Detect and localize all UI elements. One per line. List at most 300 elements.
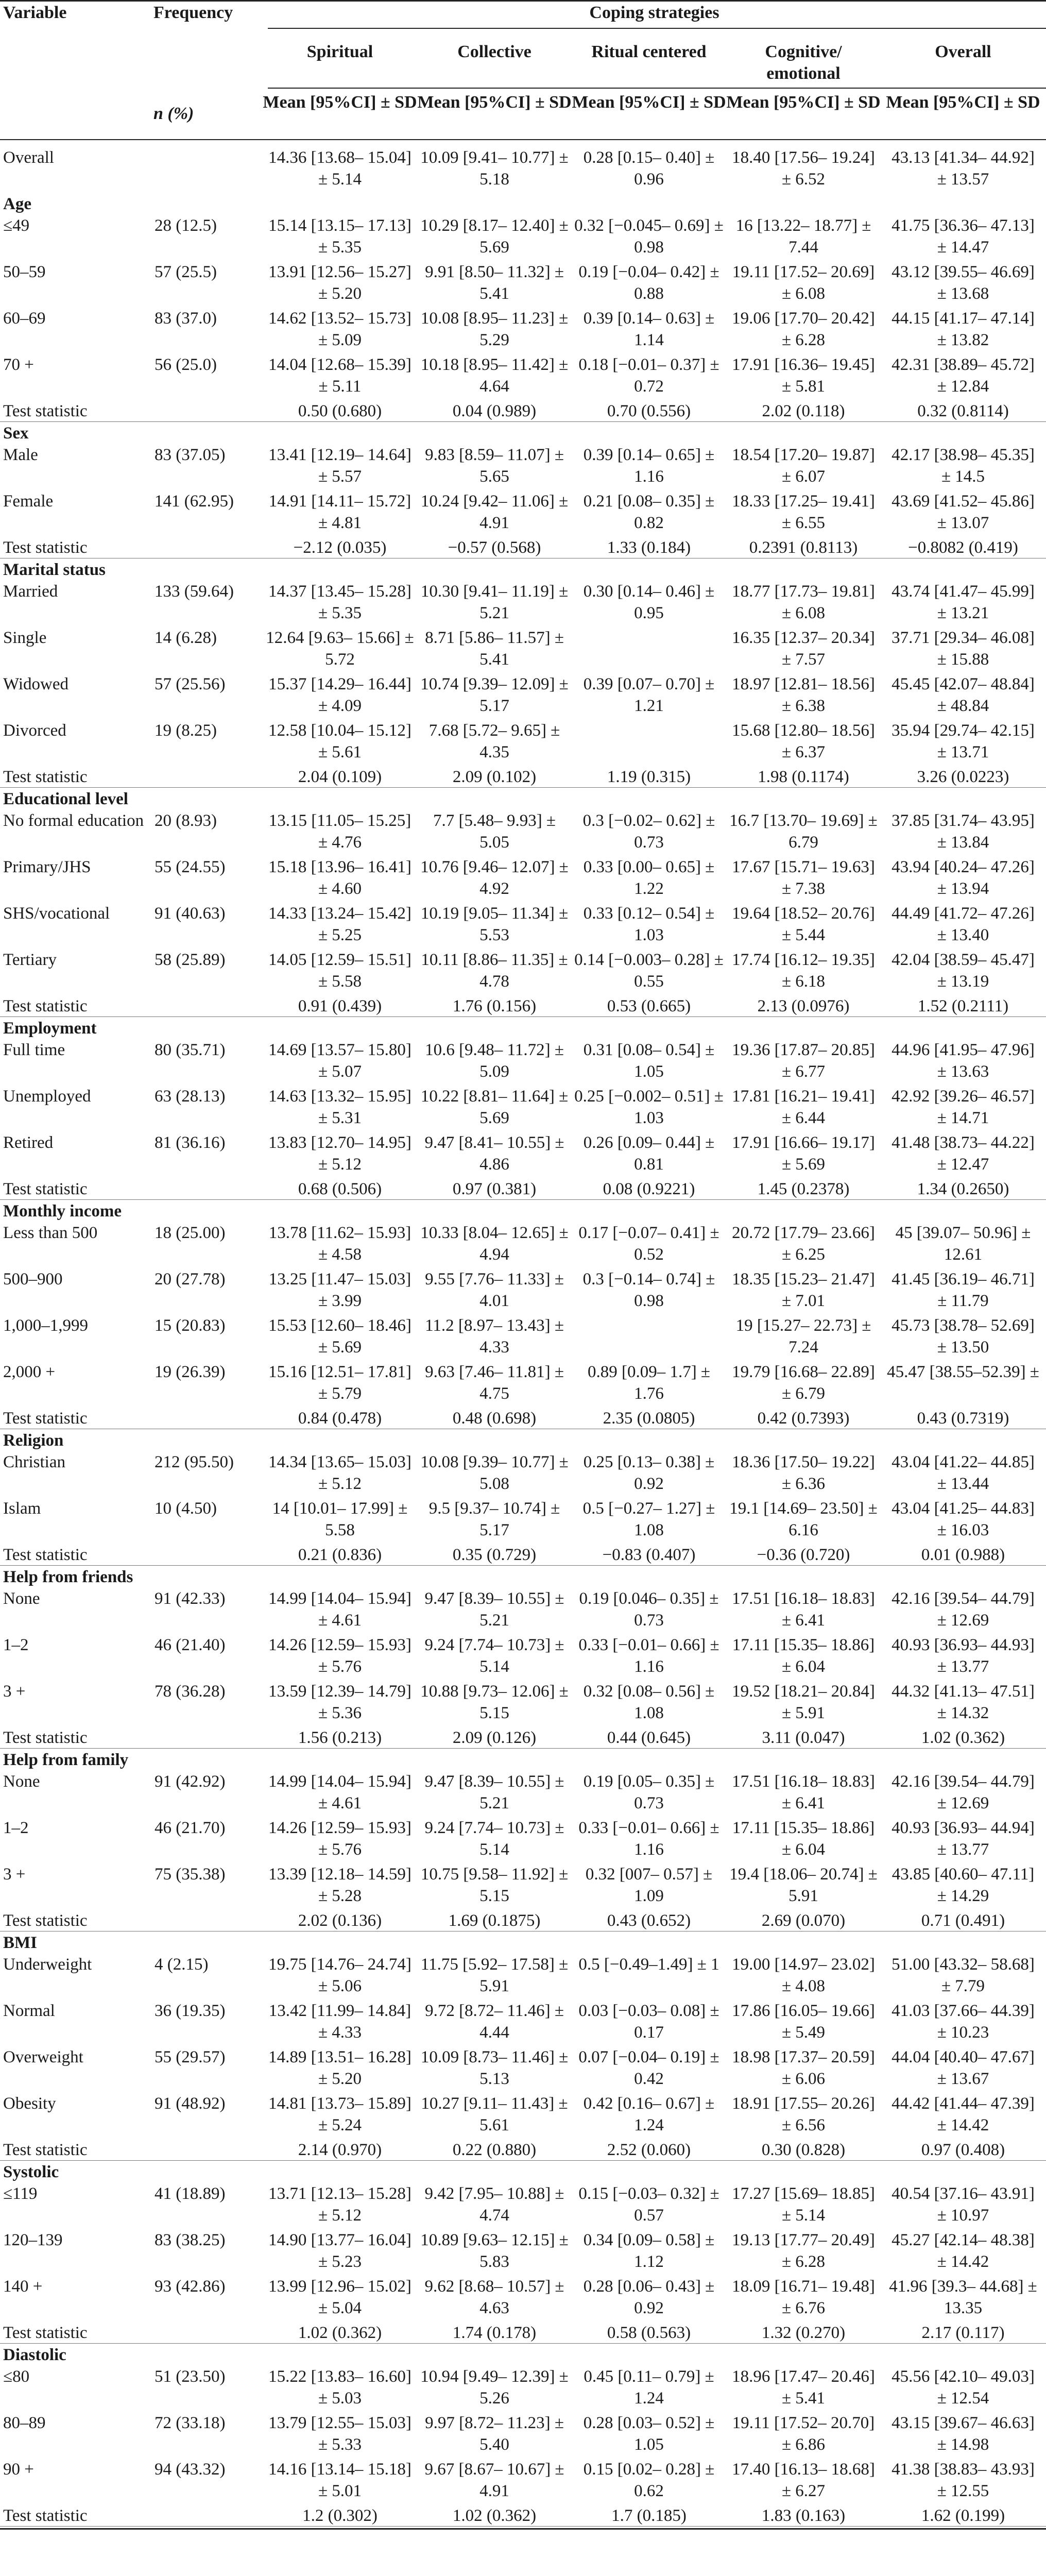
row-label: ≤119 bbox=[3, 2184, 38, 2203]
frequency-cell bbox=[155, 147, 258, 193]
value-cell: 0.39 [0.14– 0.63] ± 1.14 bbox=[583, 309, 715, 349]
row-label: ≤49 bbox=[3, 216, 30, 235]
value-cell: 14.16 [13.14– 15.18] ± 5.01 bbox=[268, 2460, 411, 2500]
row-label: 2,000 + bbox=[3, 1363, 56, 1381]
header-mean-label: Mean [95%CI] ± SD bbox=[572, 93, 726, 112]
value-cell: 3.11 (0.047) bbox=[762, 1728, 845, 1747]
value-cell: 13.83 [12.70– 14.95] ± 5.12 bbox=[268, 1133, 411, 1174]
value-cell: 44.49 [41.72– 47.26] ± 13.40 bbox=[891, 904, 1035, 944]
table-row bbox=[0, 1361, 1046, 1408]
value-cell: 15.68 [12.80– 18.56] ± 6.37 bbox=[732, 721, 875, 761]
section-row bbox=[0, 1018, 1046, 1039]
frequency-cell: 14 (6.28) bbox=[155, 629, 217, 647]
table-row bbox=[0, 261, 1046, 308]
header-col-overall: Overall bbox=[935, 42, 991, 61]
value-cell: 14.81 [13.73– 15.89] ± 5.24 bbox=[268, 2094, 411, 2134]
value-cell bbox=[572, 1315, 726, 1361]
row-label: Full time bbox=[3, 1041, 65, 1059]
table-row bbox=[0, 1039, 1046, 1086]
value-cell: −2.12 (0.035) bbox=[293, 538, 387, 557]
value-cell: 7.68 [5.72– 9.65] ± 4.35 bbox=[428, 721, 560, 761]
value-cell: 9.47 [8.39– 10.55] ± 5.21 bbox=[424, 1589, 564, 1630]
row-label: Islam bbox=[3, 1499, 41, 1518]
table-row bbox=[0, 1863, 1046, 1910]
frequency-cell: 55 (29.57) bbox=[155, 2048, 226, 2066]
value-cell: 10.76 [9.46– 12.07] ± 4.92 bbox=[420, 858, 569, 898]
group-divider bbox=[0, 2343, 1046, 2344]
value-cell: −0.36 (0.720) bbox=[757, 1546, 850, 1564]
section-row bbox=[0, 2161, 1046, 2183]
value-cell: 43.94 [40.24– 47.26] ± 13.94 bbox=[891, 858, 1035, 898]
value-cell: 14 [10.01– 17.99] ± 5.58 bbox=[272, 1499, 408, 1539]
table-row bbox=[0, 2093, 1046, 2139]
value-cell: 7.7 [5.48– 9.93] ± 5.05 bbox=[433, 811, 556, 852]
value-cell: 1.33 (0.184) bbox=[607, 538, 691, 557]
value-cell: 9.47 [8.41– 10.55] ± 4.86 bbox=[424, 1133, 564, 1174]
section-label: Educational level bbox=[3, 790, 128, 808]
value-cell: 19.64 [18.52– 20.76] ± 5.44 bbox=[732, 904, 875, 944]
value-cell: 17.91 [16.36– 19.45] ± 5.81 bbox=[732, 355, 875, 396]
frequency-cell: 46 (21.40) bbox=[155, 1636, 226, 1654]
row-label: 3 + bbox=[3, 1682, 26, 1701]
table-row bbox=[0, 444, 1046, 490]
value-cell: 0.35 (0.729) bbox=[452, 1546, 537, 1564]
value-cell: 17.40 [16.13– 18.68] ± 6.27 bbox=[732, 2460, 875, 2500]
table-row bbox=[0, 810, 1046, 856]
section-row bbox=[0, 1566, 1046, 1588]
section-label: Monthly income bbox=[3, 1202, 122, 1221]
value-cell: 2.13 (0.0976) bbox=[757, 997, 850, 1015]
frequency-cell: 91 (42.33) bbox=[155, 1589, 226, 1608]
table-row bbox=[0, 903, 1046, 949]
value-cell: 14.36 [13.68– 15.04] ± 5.14 bbox=[268, 148, 411, 189]
value-cell: 0.42 [0.16– 0.67] ± 1.24 bbox=[583, 2094, 715, 2134]
section-label: Systolic bbox=[3, 2163, 59, 2181]
table-row bbox=[0, 1222, 1046, 1268]
frequency-cell: 46 (21.70) bbox=[155, 1819, 226, 1837]
row-label: 140 + bbox=[3, 2277, 43, 2296]
section-row bbox=[0, 1200, 1046, 1222]
value-cell: 45.47 [38.55–52.39] ± bbox=[887, 1363, 1039, 1381]
value-cell: 2.02 (0.136) bbox=[298, 1911, 382, 1930]
value-cell: 14.34 [13.65– 15.03] ± 5.12 bbox=[268, 1453, 411, 1493]
value-cell: 12.58 [10.04– 15.12] ± 5.61 bbox=[268, 721, 411, 761]
test-statistic-row bbox=[0, 1910, 1046, 1930]
row-label: 70 + bbox=[3, 355, 34, 374]
value-cell: 0.14 [−0.003– 0.28] ± 0.55 bbox=[574, 951, 724, 991]
value-cell: 8.71 [5.86– 11.57] ± 5.41 bbox=[425, 629, 564, 669]
row-label: Overweight bbox=[3, 2048, 83, 2066]
section-label: Religion bbox=[3, 1431, 64, 1450]
value-cell: 9.5 [9.37– 10.74] ± 5.17 bbox=[428, 1499, 560, 1539]
value-cell bbox=[572, 627, 726, 673]
value-cell: 0.31 [0.08– 0.54] ± 1.05 bbox=[583, 1041, 715, 1081]
group-divider bbox=[0, 1565, 1046, 1566]
table-row bbox=[0, 2412, 1046, 2459]
table-row bbox=[0, 1132, 1046, 1178]
frequency-cell: 20 (27.78) bbox=[155, 1270, 226, 1289]
value-cell: 11.75 [5.92– 17.58] ± 5.91 bbox=[420, 1955, 569, 1995]
value-cell: 0.97 (0.381) bbox=[452, 1180, 537, 1198]
frequency-cell: 10 (4.50) bbox=[155, 1499, 217, 1518]
table-row bbox=[0, 2046, 1046, 2093]
value-cell: 0.43 (0.652) bbox=[607, 1911, 691, 1930]
test-statistic-row bbox=[0, 995, 1046, 1016]
value-cell: 0.32 [007– 0.57] ± 1.09 bbox=[585, 1865, 713, 1905]
value-cell: 14.99 [14.04– 15.94] ± 4.61 bbox=[268, 1772, 411, 1812]
value-cell: 18.96 [17.47– 20.46] ± 5.41 bbox=[732, 2367, 875, 2408]
value-cell: 13.15 [11.05– 15.25] ± 4.76 bbox=[268, 811, 411, 852]
value-cell: 19.36 [17.87– 20.85] ± 6.77 bbox=[732, 1041, 875, 1081]
row-label: Underweight bbox=[3, 1955, 92, 1974]
table-row bbox=[0, 1634, 1046, 1681]
row-label: 80–89 bbox=[3, 2414, 46, 2432]
row-label: Test statistic bbox=[3, 2324, 88, 2342]
value-cell: 0.28 [0.06– 0.43] ± 0.92 bbox=[583, 2277, 715, 2317]
coping-rule bbox=[268, 28, 1046, 29]
frequency-cell: 63 (28.13) bbox=[155, 1087, 226, 1106]
value-cell: 0.28 [0.15– 0.40] ± 0.96 bbox=[583, 148, 715, 189]
group-divider bbox=[0, 2160, 1046, 2161]
value-cell: 1.19 (0.315) bbox=[607, 768, 691, 786]
value-cell: 10.6 [9.48– 11.72] ± 5.09 bbox=[425, 1041, 564, 1081]
table-row bbox=[0, 2183, 1046, 2229]
value-cell: 0.08 (0.9221) bbox=[603, 1180, 695, 1198]
value-cell: 2.52 (0.060) bbox=[607, 2141, 691, 2159]
row-label: 1–2 bbox=[3, 1819, 29, 1837]
header-col-collective: Collective bbox=[457, 42, 531, 61]
row-label: None bbox=[3, 1589, 40, 1608]
value-cell: 14.26 [12.59– 15.93] ± 5.76 bbox=[268, 1819, 411, 1859]
value-cell: 14.69 [13.57– 15.80] ± 5.07 bbox=[268, 1041, 411, 1081]
value-cell: 43.74 [41.47– 45.99] ± 13.21 bbox=[891, 582, 1035, 622]
value-cell: 0.3 [−0.14– 0.74] ± 0.98 bbox=[582, 1270, 715, 1310]
value-cell: 10.22 [8.81– 11.64] ± 5.69 bbox=[420, 1087, 569, 1127]
test-statistic-row bbox=[0, 1408, 1046, 1428]
frequency-cell: 91 (42.92) bbox=[155, 1772, 226, 1791]
value-cell: 41.96 [39.3– 44.68] ± 13.35 bbox=[889, 2277, 1037, 2317]
section-row bbox=[0, 559, 1046, 581]
value-cell: 35.94 [29.74– 42.15] ± 13.71 bbox=[891, 721, 1035, 761]
value-cell: 9.63 [7.46– 11.81] ± 4.75 bbox=[425, 1363, 564, 1403]
row-label: No formal education bbox=[3, 811, 144, 830]
value-cell: 42.04 [38.59– 45.47] ± 13.19 bbox=[891, 951, 1035, 991]
value-cell: 13.71 [12.13– 15.28] ± 5.12 bbox=[268, 2184, 411, 2225]
value-cell: 2.09 (0.102) bbox=[452, 768, 537, 786]
frequency-cell: 28 (12.5) bbox=[155, 216, 217, 235]
row-label: Test statistic bbox=[3, 2506, 88, 2525]
value-cell: 0.33 [−0.01– 0.66] ± 1.16 bbox=[578, 1636, 719, 1676]
group-divider bbox=[0, 1016, 1046, 1017]
table-row bbox=[0, 1268, 1046, 1315]
value-cell: 1.52 (0.2111) bbox=[917, 997, 1009, 1015]
value-cell: 41.45 [36.19– 46.71] ± 11.79 bbox=[891, 1270, 1035, 1310]
value-cell: 19.11 [17.52– 20.69] ± 6.08 bbox=[732, 263, 875, 303]
section-row bbox=[0, 1749, 1046, 1771]
header-col-spiritual: Spiritual bbox=[306, 42, 373, 61]
value-cell: 0.18 [−0.01– 0.37] ± 0.72 bbox=[578, 355, 719, 396]
value-cell: 0.97 (0.408) bbox=[921, 2141, 1005, 2159]
value-cell: 0.28 [0.03– 0.52] ± 1.05 bbox=[583, 2414, 715, 2454]
section-row bbox=[0, 193, 1046, 215]
value-cell: 9.47 [8.39– 10.55] ± 5.21 bbox=[424, 1772, 564, 1812]
table-row bbox=[0, 308, 1046, 354]
value-cell: 9.42 [7.95– 10.88] ± 4.74 bbox=[424, 2184, 564, 2225]
header-mean-label: Mean [95%CI] ± SD bbox=[726, 93, 881, 112]
value-cell: 9.91 [8.50– 11.32] ± 5.41 bbox=[425, 263, 564, 303]
section-row bbox=[0, 2344, 1046, 2366]
value-cell: 0.15 [0.02– 0.28] ± 0.62 bbox=[583, 2460, 715, 2500]
value-cell: 0.04 (0.989) bbox=[452, 402, 537, 420]
value-cell: 13.59 [12.39– 14.79] ± 5.36 bbox=[268, 1682, 411, 1722]
frequency-cell: 15 (20.83) bbox=[155, 1316, 226, 1335]
value-cell: 0.03 [−0.03– 0.08] ± 0.17 bbox=[578, 2002, 719, 2042]
value-cell: 1.56 (0.213) bbox=[298, 1728, 382, 1747]
value-cell: 0.19 [0.05– 0.35] ± 0.73 bbox=[583, 1772, 715, 1812]
group-divider bbox=[0, 787, 1046, 788]
value-cell: 2.17 (0.117) bbox=[921, 2324, 1005, 2342]
section-label: Marital status bbox=[3, 561, 106, 579]
value-cell: 2.09 (0.126) bbox=[452, 1728, 537, 1747]
value-cell: 0.91 (0.439) bbox=[298, 997, 382, 1015]
value-cell: 40.54 [37.16– 43.91] ± 10.97 bbox=[891, 2184, 1035, 2225]
value-cell: 0.5 [−0.27– 1.27] ± 1.08 bbox=[582, 1499, 715, 1539]
value-cell: 18.36 [17.50– 19.22] ± 6.36 bbox=[732, 1453, 875, 1493]
value-cell: 10.30 [9.41– 11.19] ± 5.21 bbox=[420, 582, 569, 622]
value-cell: 43.15 [39.67– 46.63] ± 14.98 bbox=[891, 2414, 1035, 2454]
value-cell: 0.68 (0.506) bbox=[298, 1180, 382, 1198]
row-label: Normal bbox=[3, 2002, 55, 2020]
value-cell bbox=[572, 720, 726, 766]
value-cell: 10.29 [8.17– 12.40] ± 5.69 bbox=[420, 216, 569, 257]
frequency-cell: 55 (24.55) bbox=[155, 858, 226, 876]
value-cell: 15.18 [13.96– 16.41] ± 4.60 bbox=[268, 858, 411, 898]
value-cell: 3.26 (0.0223) bbox=[917, 768, 1009, 786]
value-cell: 44.42 [41.44– 47.39] ± 14.42 bbox=[891, 2094, 1035, 2134]
table-row bbox=[0, 1086, 1046, 1132]
value-cell: 0.21 [0.08– 0.35] ± 0.82 bbox=[583, 492, 715, 532]
value-cell: 17.91 [16.66– 19.17] ± 5.69 bbox=[732, 1133, 875, 1174]
group-divider bbox=[0, 2526, 1046, 2527]
value-cell: 10.19 [9.05– 11.34] ± 5.53 bbox=[420, 904, 569, 944]
test-statistic-row bbox=[0, 2505, 1046, 2526]
value-cell: 14.91 [14.11– 15.72] ± 4.81 bbox=[268, 492, 411, 532]
value-cell: 14.90 [13.77– 16.04] ± 5.23 bbox=[268, 2231, 411, 2271]
value-cell: 43.04 [41.25– 44.83] ± 16.03 bbox=[891, 1499, 1035, 1539]
value-cell: 0.21 (0.836) bbox=[298, 1546, 382, 1564]
frequency-cell: 78 (36.28) bbox=[155, 1682, 226, 1701]
value-cell: 44.04 [40.40– 47.67] ± 13.67 bbox=[891, 2048, 1035, 2088]
value-cell: 40.93 [36.93– 44.94] ± 13.77 bbox=[891, 1819, 1035, 1859]
value-cell: 15.22 [13.83– 16.60] ± 5.03 bbox=[268, 2367, 411, 2408]
value-cell: 0.25 [0.13– 0.38] ± 0.92 bbox=[583, 1453, 715, 1493]
value-cell: 0.19 [0.046– 0.35] ± 0.73 bbox=[579, 1589, 719, 1630]
test-statistic-row bbox=[0, 400, 1046, 421]
value-cell: 9.72 [8.72– 11.46] ± 4.44 bbox=[425, 2002, 564, 2042]
value-cell: 13.78 [11.62– 15.93] ± 4.58 bbox=[268, 1224, 411, 1264]
row-label: Tertiary bbox=[3, 951, 57, 969]
table-row bbox=[0, 1498, 1046, 1544]
value-cell: 0.34 [0.09– 0.58] ± 1.12 bbox=[583, 2231, 715, 2271]
value-cell: 19.75 [14.76– 24.74] ± 5.06 bbox=[268, 1955, 411, 1995]
value-cell: −0.57 (0.568) bbox=[448, 538, 541, 557]
value-cell: 41.03 [37.66– 44.39] ± 10.23 bbox=[891, 2002, 1035, 2042]
section-label: Help from family bbox=[3, 1751, 129, 1769]
value-cell: 15.37 [14.29– 16.44] ± 4.09 bbox=[268, 675, 411, 715]
value-cell: 51.00 [43.32– 58.68] ± 7.79 bbox=[891, 1955, 1035, 1995]
row-label: Retired bbox=[3, 1133, 54, 1152]
value-cell: 17.86 [16.05– 19.66] ± 5.49 bbox=[732, 2002, 875, 2042]
value-cell: 19.00 [14.97– 23.02] ± 4.08 bbox=[732, 1955, 875, 1995]
row-label: Divorced bbox=[3, 721, 66, 740]
frequency-cell: 133 (59.64) bbox=[155, 582, 234, 601]
section-label: Diastolic bbox=[3, 2346, 66, 2364]
table-row bbox=[0, 1681, 1046, 1727]
frequency-cell: 94 (43.32) bbox=[155, 2460, 226, 2479]
value-cell: 13.79 [12.55– 15.03] ± 5.33 bbox=[268, 2414, 411, 2454]
value-cell: 9.83 [8.59– 11.07] ± 5.65 bbox=[425, 446, 564, 486]
value-cell: 19.13 [17.77– 20.49] ± 6.28 bbox=[732, 2231, 875, 2271]
header-mean-label: Mean [95%CI] ± SD bbox=[417, 93, 572, 112]
value-cell: 2.14 (0.970) bbox=[298, 2141, 382, 2159]
value-cell: 9.55 [7.76– 11.33] ± 4.01 bbox=[425, 1270, 564, 1310]
top-rule bbox=[0, 0, 1046, 2]
group-divider bbox=[0, 421, 1046, 422]
value-cell: 45.27 [42.14– 48.38] ± 14.42 bbox=[891, 2231, 1035, 2271]
value-cell: 19.1 [14.69– 23.50] ± 6.16 bbox=[729, 1499, 878, 1539]
value-cell: 1.74 (0.178) bbox=[452, 2324, 537, 2342]
value-cell: 15.53 [12.60– 18.46] ± 5.69 bbox=[268, 1316, 411, 1357]
value-cell: 1.7 (0.185) bbox=[611, 2506, 687, 2525]
value-cell: 10.08 [8.95– 11.23] ± 5.29 bbox=[420, 309, 569, 349]
header-coping-strategies: Coping strategies bbox=[589, 3, 719, 22]
group-divider bbox=[0, 1748, 1046, 1749]
value-cell: 18.33 [17.25– 19.41] ± 6.55 bbox=[732, 492, 875, 532]
row-label: 500–900 bbox=[3, 1270, 63, 1289]
value-cell: 10.94 [9.49– 12.39] ± 5.26 bbox=[420, 2367, 569, 2408]
row-label: Male bbox=[3, 446, 38, 464]
table-row bbox=[0, 856, 1046, 903]
header-frequency: Frequency bbox=[153, 3, 233, 22]
test-statistic-row bbox=[0, 1727, 1046, 1748]
section-label: Sex bbox=[3, 424, 29, 443]
value-cell: 17.51 [16.18– 18.83] ± 6.41 bbox=[732, 1589, 875, 1630]
value-cell: 41.48 [38.73– 44.22] ± 12.47 bbox=[891, 1133, 1035, 1174]
value-cell: 15.16 [12.51– 17.81] ± 5.79 bbox=[268, 1363, 411, 1403]
table-row bbox=[0, 215, 1046, 261]
value-cell: 14.26 [12.59– 15.93] ± 5.76 bbox=[268, 1636, 411, 1676]
table-row bbox=[0, 2229, 1046, 2276]
section-label: Age bbox=[3, 195, 31, 213]
table-row bbox=[0, 147, 1046, 193]
value-cell: 18.35 [15.23– 21.47] ± 7.01 bbox=[732, 1270, 875, 1310]
value-cell: 0.30 (0.828) bbox=[761, 2141, 846, 2159]
value-cell: 43.04 [41.22– 44.85] ± 13.44 bbox=[891, 1453, 1035, 1493]
value-cell: 0.70 (0.556) bbox=[607, 402, 691, 420]
value-cell: 0.39 [0.07– 0.70] ± 1.21 bbox=[583, 675, 715, 715]
table-row bbox=[0, 720, 1046, 766]
value-cell: 17.11 [15.35– 18.86] ± 6.04 bbox=[732, 1819, 875, 1859]
section-row bbox=[0, 422, 1046, 444]
test-statistic-row bbox=[0, 2139, 1046, 2160]
table-row bbox=[0, 1954, 1046, 2000]
value-cell: 19.4 [18.06– 20.74] ± 5.91 bbox=[729, 1865, 878, 1905]
value-cell: 0.58 (0.563) bbox=[607, 2324, 691, 2342]
row-label: Widowed bbox=[3, 675, 68, 693]
value-cell: 9.67 [8.67– 10.67] ± 4.91 bbox=[424, 2460, 564, 2500]
value-cell: 9.62 [8.68– 10.57] ± 4.63 bbox=[424, 2277, 564, 2317]
value-cell: 0.89 [0.09– 1.7] ± 1.76 bbox=[587, 1363, 711, 1403]
value-cell: 1.2 (0.302) bbox=[302, 2506, 378, 2525]
table-row bbox=[0, 2276, 1046, 2322]
row-label: 90 + bbox=[3, 2460, 34, 2479]
value-cell: 2.02 (0.118) bbox=[762, 402, 845, 420]
value-cell: 13.99 [12.96– 15.02] ± 5.04 bbox=[268, 2277, 411, 2317]
value-cell: 0.84 (0.478) bbox=[298, 1409, 382, 1428]
value-cell: 17.81 [16.21– 19.41] ± 6.44 bbox=[732, 1087, 875, 1127]
row-label: Primary/JHS bbox=[3, 858, 91, 876]
value-cell: 0.26 [0.09– 0.44] ± 0.81 bbox=[583, 1133, 715, 1174]
value-cell: 19.79 [16.68– 22.89] ± 6.79 bbox=[732, 1363, 875, 1403]
value-cell: 1.83 (0.163) bbox=[761, 2506, 846, 2525]
frequency-cell: 91 (48.92) bbox=[155, 2094, 226, 2113]
row-label: Test statistic bbox=[3, 997, 88, 1015]
value-cell: 43.12 [39.55– 46.69] ± 13.68 bbox=[891, 263, 1035, 303]
value-cell: 0.42 (0.7393) bbox=[757, 1409, 850, 1428]
value-cell: 43.13 [41.34– 44.92] ± 13.57 bbox=[891, 148, 1035, 189]
frequency-cell: 57 (25.56) bbox=[155, 675, 226, 693]
value-cell: 0.50 (0.680) bbox=[298, 402, 382, 420]
value-cell: 0.32 [0.08– 0.56] ± 1.08 bbox=[583, 1682, 715, 1722]
value-cell: 10.08 [9.39– 10.77] ± 5.08 bbox=[420, 1453, 569, 1493]
row-label: Female bbox=[3, 492, 54, 511]
value-cell: 45 [39.07– 50.96] ± 12.61 bbox=[895, 1224, 1031, 1264]
row-label: Test statistic bbox=[3, 1180, 88, 1198]
value-cell: 43.69 [41.52– 45.86] ± 13.07 bbox=[891, 492, 1035, 532]
value-cell: 10.11 [8.86– 11.35] ± 4.78 bbox=[421, 951, 568, 991]
section-row bbox=[0, 788, 1046, 810]
value-cell: 19.52 [18.21– 20.84] ± 5.91 bbox=[732, 1682, 875, 1722]
value-cell: 20.72 [17.79– 23.66] ± 6.25 bbox=[732, 1224, 875, 1264]
frequency-cell: 83 (37.0) bbox=[155, 309, 217, 328]
test-statistic-row bbox=[0, 1544, 1046, 1565]
section-label: BMI bbox=[3, 1934, 37, 1952]
test-statistic-row bbox=[0, 537, 1046, 557]
value-cell: 1.02 (0.362) bbox=[452, 2506, 537, 2525]
table-row bbox=[0, 2366, 1046, 2412]
value-cell: 0.30 [0.14– 0.46] ± 0.95 bbox=[583, 582, 715, 622]
row-label: ≤80 bbox=[3, 2367, 30, 2386]
table-row bbox=[0, 949, 1046, 995]
value-cell: 44.15 [41.17– 47.14] ± 13.82 bbox=[891, 309, 1035, 349]
value-cell: 0.22 (0.880) bbox=[452, 2141, 537, 2159]
frequency-cell: 57 (25.5) bbox=[155, 263, 217, 281]
value-cell: 2.35 (0.0805) bbox=[603, 1409, 695, 1428]
frequency-cell: 141 (62.95) bbox=[155, 492, 234, 511]
value-cell: 0.32 (0.8114) bbox=[917, 402, 1009, 420]
value-cell: 14.89 [13.51– 16.28] ± 5.20 bbox=[268, 2048, 411, 2088]
value-cell: −0.83 (0.407) bbox=[602, 1546, 696, 1564]
value-cell: 9.24 [7.74– 10.73] ± 5.14 bbox=[424, 1819, 564, 1859]
value-cell: 10.75 [9.58– 11.92] ± 5.15 bbox=[420, 1865, 569, 1905]
frequency-cell: 56 (25.0) bbox=[155, 355, 217, 374]
section-label: Employment bbox=[3, 1019, 97, 1038]
value-cell: 13.25 [11.47– 15.03] ± 3.99 bbox=[268, 1270, 411, 1310]
value-cell: 10.18 [8.95– 11.42] ± 4.64 bbox=[420, 355, 569, 396]
row-label: Test statistic bbox=[3, 1546, 88, 1564]
table-row bbox=[0, 581, 1046, 627]
value-cell: 14.62 [13.52– 15.73] ± 5.09 bbox=[268, 309, 411, 349]
